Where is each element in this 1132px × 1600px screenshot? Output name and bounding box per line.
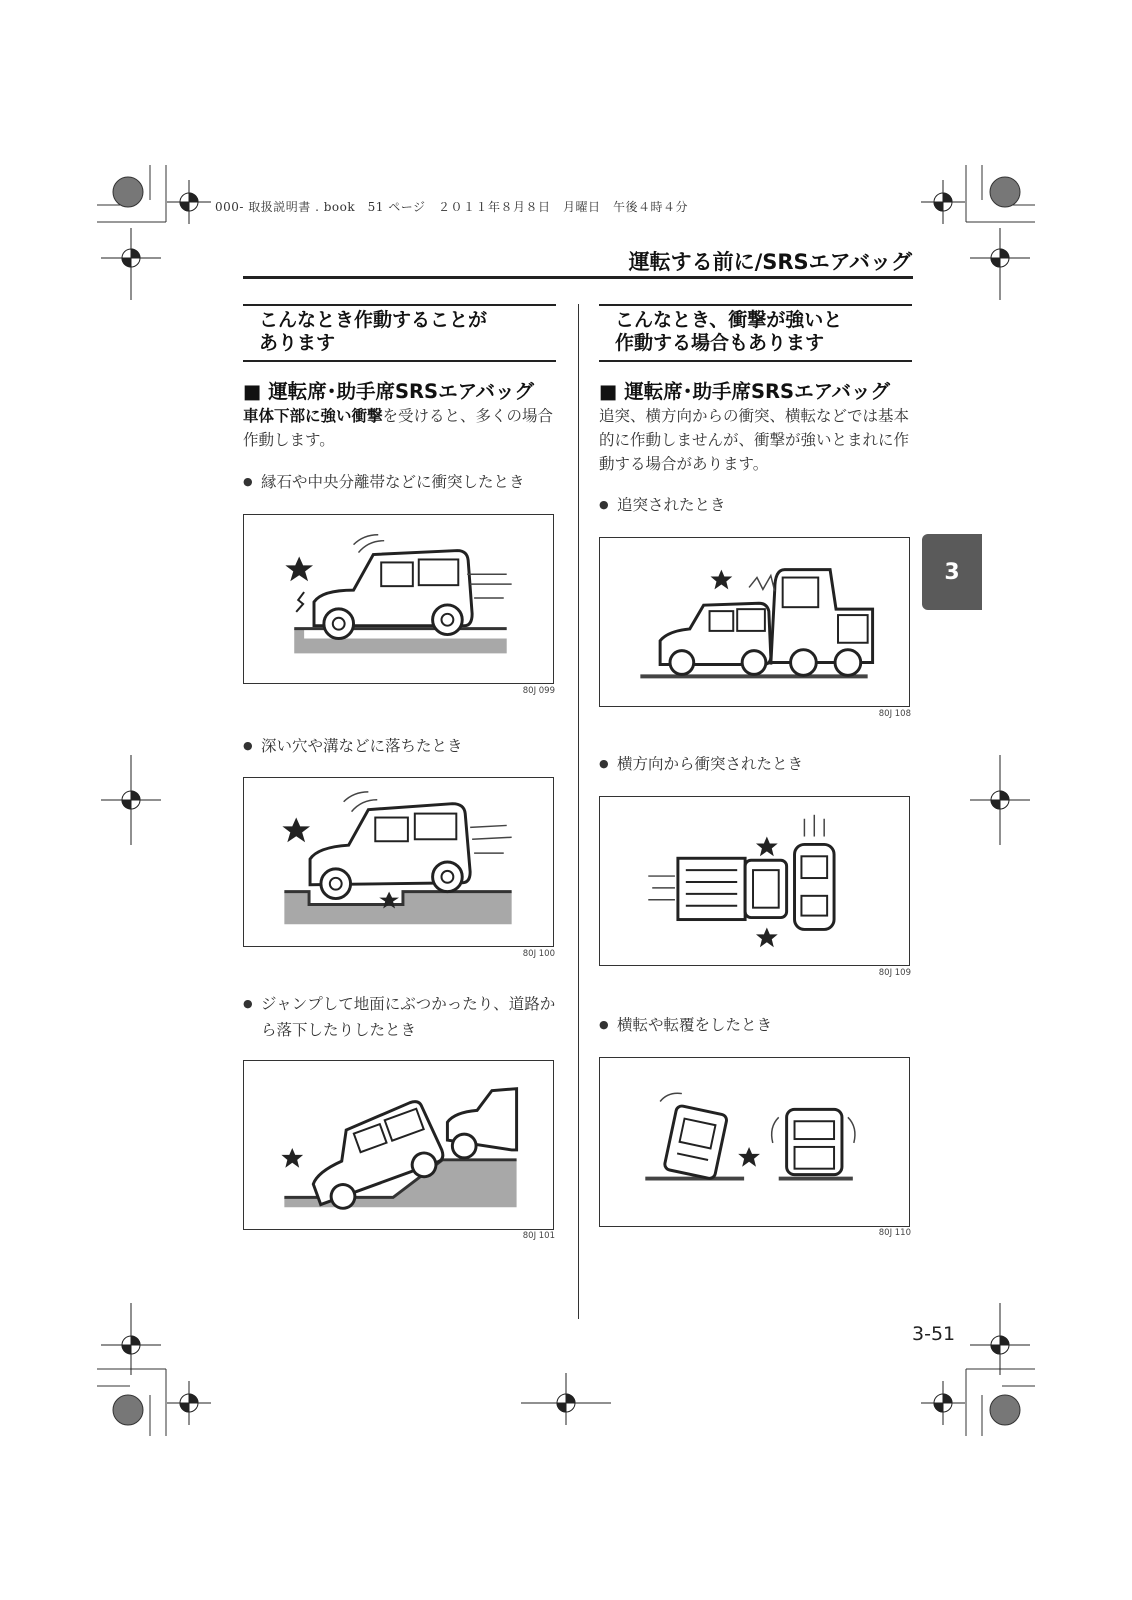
figure-id: 80J 100 [522, 949, 555, 959]
left-item-1: ● 縁石や中央分離帯などに衝突したとき [243, 469, 556, 495]
figure-rear-end-collision [599, 537, 910, 707]
right-section-title: こんなとき、衝撃が強いと 作動する場合もあります [599, 304, 912, 362]
figure-id: 80J 110 [878, 1228, 911, 1238]
right-column [599, 304, 912, 362]
page-header-title: 運転する前に/SRSエアバッグ [628, 250, 912, 274]
figure-pothole-drop [243, 777, 554, 947]
column-divider [578, 304, 579, 1319]
left-item-2: ● 深い穴や溝などに落ちたとき [243, 733, 556, 759]
chapter-tab[interactable]: 3 [922, 534, 982, 610]
left-intro-bold: 車体下部に強い衝撃 [243, 407, 383, 425]
figure-rollover [599, 1057, 910, 1227]
right-subheading: ■ 運転席･助手席SRSエアバッグ [599, 380, 891, 403]
right-item-1: ● 追突されたとき [599, 492, 912, 518]
left-item-3: ● ジャンプして地面にぶつかったり、道路から落下したりしたとき [243, 991, 556, 1043]
left-intro-rest: を受けると、多くの場合作動します。 [243, 407, 554, 449]
page-number: 3-51 [912, 1323, 956, 1345]
left-intro [243, 404, 556, 452]
right-item-3: ● 横転や転覆をしたとき [599, 1012, 912, 1038]
print-metadata: 000- 取扱説明書 . book 51 ページ ２０１１年８月８日 月曜日 午後４時４分 [215, 200, 688, 214]
figure-curb-collision [243, 514, 554, 684]
left-section-title: こんなとき作動することが あります [243, 304, 556, 362]
header-rule [243, 276, 913, 279]
left-subheading: ■ 運転席･助手席SRSエアバッグ [243, 380, 535, 403]
figure-id: 80J 101 [522, 1231, 555, 1241]
figure-id: 80J 108 [878, 709, 911, 719]
right-item-2: ● 横方向から衝突されたとき [599, 751, 912, 777]
figure-id: 80J 109 [878, 968, 911, 978]
left-column [243, 304, 556, 362]
figure-jump-impact [243, 1060, 554, 1230]
figure-side-collision [599, 796, 910, 966]
figure-id: 80J 099 [522, 686, 555, 696]
right-intro: 追突、横方向からの衝突、横転などでは基本的に作動しませんが、衝撃が強いとまれに作動する場合があります。 [599, 407, 910, 473]
